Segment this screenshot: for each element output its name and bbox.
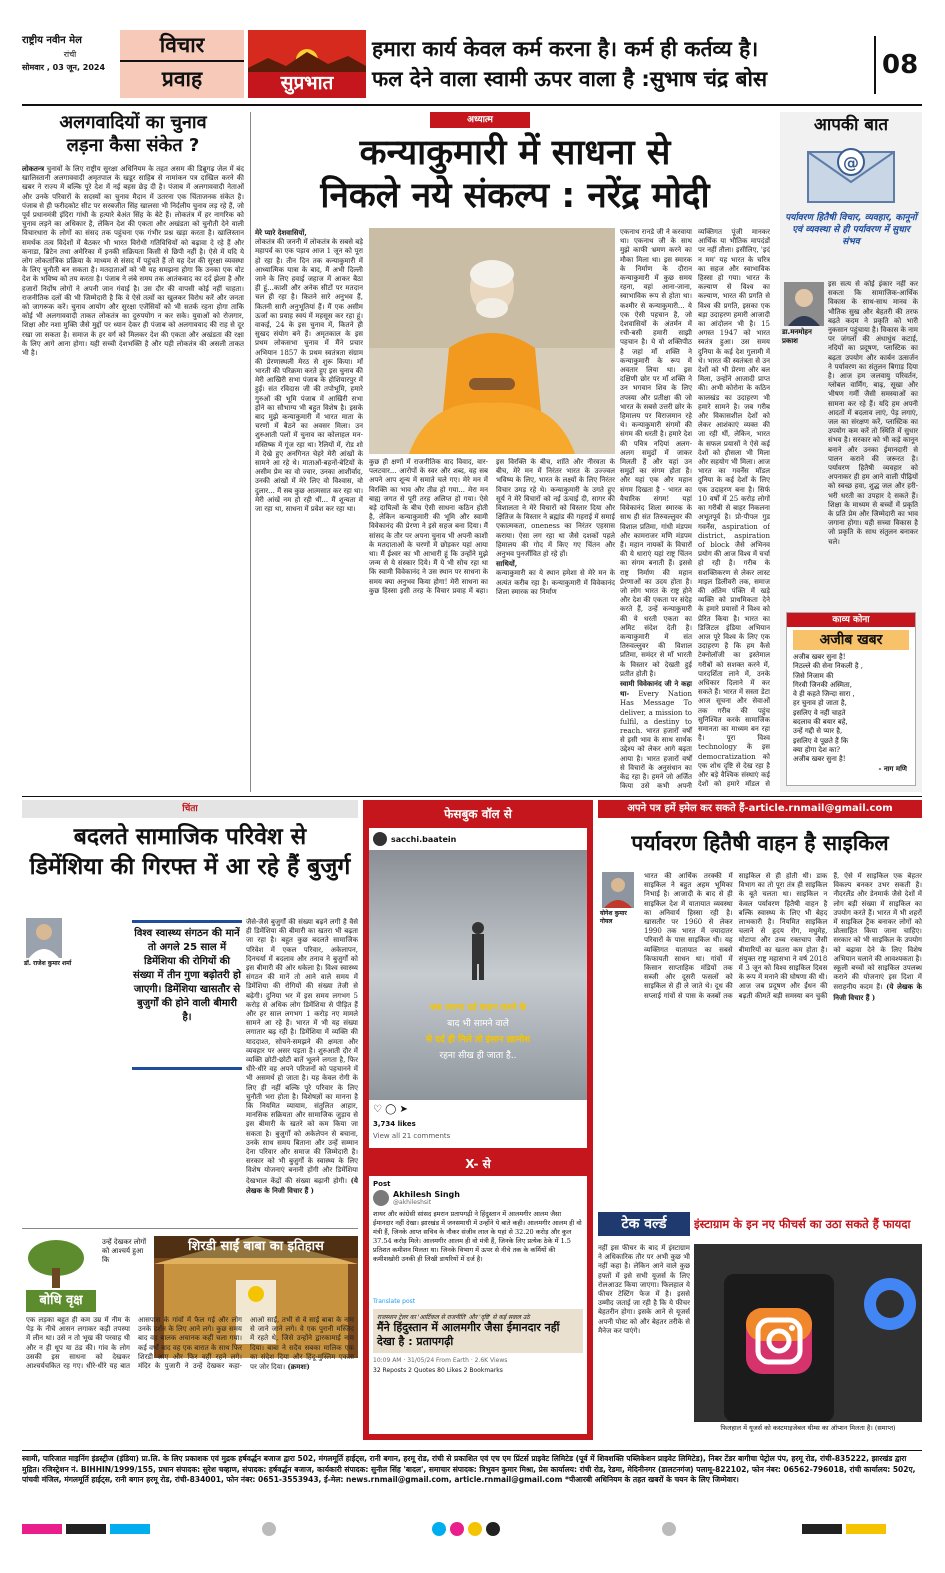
masthead [22,30,922,98]
lonely-person-image [465,920,491,980]
poem-line: वे ही कहते जिन्दा सारा , [793,690,855,699]
email-banner: अपने पत्र हमें इमेल कर सकते हैं-article.rnmail@gmail.com [598,800,922,818]
dementia-body-text: जैसे-जैसे बुजुर्गों की संख्या बढ़ने लगी है वैसे ही डिमेंशिया की बीमारी का खतरा भी बढ़ता जा रहा है। बहुत कुछ बदलते सामाजिक परिवेश में एकल परिवार, अकेलापन, दिनचर्या में बदलाव और तनाव ने बुजुर्गों को इस बीमारी की ओर धकेला है। विश्व स्वास्थ्य संगठन की मानें तो आने वाले समय में डिमेंशिया की रोगियों की संख्या तेजी से बढ़ेगी। दुनिया भर में इस समय लगभग 5 करोड़ से अधिक लोग डिमेंशिया से पीड़ित हैं और हर साल लगभग 1 करोड़ नए मामले सामने आ रहे हैं। भारत में भी यह संख्या लगातार बढ़ रही है। डिमेंशिया में व्यक्ति की याददाश्त, सोचने-समझने की क्षमता और व्यवहार पर असर पड़ता है। शुरुआती दौर में व्यक्ति छोटी-छोटी बातें भूलने लगता है, फिर धीरे-धीरे वह अपने परिजनों को पहचानने में भी असमर्थ हो जाता है। यह केवल रोगी के लिए ही नहीं बल्कि पूरे परिवार के लिए चुनौती भरा होता है। विशेषज्ञों का मानना है कि नियमित व्यायाम, संतुलित आहार, मानसिक सक्रियता और सामाजिक जुड़ाव से इस बीमारी के खतरे को कम किया जा सकता है। बुजुर्गों को अकेलेपन से बचाना, उनके साथ समय बिताना और उन्हें सम्मान देना परिवार और समाज की जिम्मेदारी है। सरकार को भी बुजुर्गों के स्वास्थ्य के लिए विशेष योजनाएं बनानी होंगी और डिमेंशिया देखभाल केंद्रों की संख्या बढ़ानी होगी। (ये लेखक के निजी विचार हैं ) [246,918,358,1195]
techworld-body: नहीं इस फीचर के बाद में इंस्टाग्राम ने अधिकारिक तौर पर अभी कुछ भी नहीं कहा है। लेकिन आने वाले कुछ हफ्तों में इसे सभी यूजर्स के लिए रोलआउट किया जाएगा। फिलहाल ये फीचर टेस्टिंग फेज में है। इससे उम्मीद जताई जा रही है कि ये फीचर बेहतरीन होगा। इसके आने से यूजर्स अपनी पोस्ट को और बेहतर तरीके से मैनेज कर पाएंगे। [598,1244,690,1335]
suprabhat-label: सुप्रभात [280,72,334,94]
post-image [369,850,587,1100]
brand-name: राष्ट्रीय नवीन मेल [22,35,82,46]
main-col3-text: एकनाथ रानडे जी ने करवाया था। एकनाथ जी के साथ मुझे काफी भ्रमण करने का मौका मिला था। इस स्मारक के निर्माण के दौरान कन्याकुमारी में कुछ समय रहना, वहां आना-जाना, स्वाभाविक रूप से होता था। कश्मीर से कन्याकुमारी... ये एक ऐसी पहचान है, जो देशवासियों के अंतर्मन में रची-बसी हमारी साझी पहचान है। ये वो शक्तिपीठ है जहां माँ शक्ति ने कन्याकुमारी के रूप में अवतार लिया था। इस दक्षिणी छोर पर माँ शक्ति ने उन भगवान शिव के लिए तपस्या और प्रतीक्षा की जो भारत के सबसे उत्तरी छोर के हिमालय पर विराजमान रहे थे। कन्याकुमारी संगमों की संगम की धरती है। हमारे देश की पवित्र नदियां अलग-अलग समुद्रों में जाकर मिलती हैं और यहां उन समुद्रों का संगम होता है। और यहां एक और महान संगम दिखता है - भारत का वैचारिक संगम! यहां विवेकानंद शिला स्मारक के साथ ही संत तिरुवल्लुवर की विशाल प्रतिमा, गांधी मंडपम और कामराजर मणि मंडपम हैं। महान नायकों के विचारों की ये धाराएं यहां राष्ट्र चिंतन का संगम बनाती हैं। इससे राष्ट्र निर्माण की महान प्रेरणाओं का उदय होता है। जो लोग भारत के राष्ट्र होने और देश की एकता पर संदेह करते हैं, उन्हें कन्याकुमारी की ये धरती एकता का अमिट संदेश देती है। कन्याकुमारी में संत तिरुवल्लुवर की विशाल प्रतिमा, समंदर से माँ भारती के विस्तार को देखती हुई प्रतीत होती है। स्वामी विवेकानंद जी ने कहा था- Every Nation Has Message To deliver, a mission to fulfil, a destiny to reach. भारत हजारों वर्षों से इसी भाव के साथ सार्थक उद्देश्य को लेकर आगे बढ़ता आया है। भारत हजारों वर्षों से विचारों के अनुसंधान का केंद्र रहा है। हमने जो अर्जित किया उसे कभी अपनी व्यक्तिगत पूंजी मानकर आर्थिक या भौतिक मापदंडों पर नहीं तौला। इसीलिए, 'इदं न मम' यह भारत के चरित्र का सहज और स्वाभाविक हिस्सा हो गया। भारत के कल्याण से विश्व का कल्याण, भारत की प्रगति से विश्व की प्रगति, इसका एक बड़ा उदाहरण हमारी आजादी का आंदोलन भी है। 15 अगस्त 1947 को भारत स्वतंत्र हुआ। उस समय दुनिया के कई देश गुलामी में थे। भारत की स्वतंत्रता से उन देशों को भी प्रेरणा और बल मिला, उन्होंने आजादी प्राप्त की। अभी कोरोना के कठिन कालखंड का उदाहरण भी हमारे सामने है। जब गरीब और विकासशील देशों को लेकर आशंकाएं व्यक्त की जा रही थीं, लेकिन, भारत के सफल प्रयासों ने ऐसे कई देशों को हौसला भी मिला और सहयोग भी मिला। आज भारत का गवर्नेंस मॉडल दुनिया के कई देशों के लिए एक उदाहरण बना है। सिर्फ 10 वर्षों में 25 करोड़ लोगों का गरीबी से बाहर निकलना अभूतपूर्व है। प्रो-पीपल गुड गवर्नेंस, aspiration of district, aspiration of block जैसे अभिनव प्रयोग की आज विश्व में चर्चा हो रही है। गरीब के सशक्तिकरण से लेकर लास्ट माइल डिलीवरी तक, समाज की अंतिम पंक्ति में खड़े व्यक्ति को प्राथमिकता देने के हमारे प्रयासों ने विश्व को प्रेरित किया है। भारत का डिजिटल इंडिया अभियान आज पूरे विश्व के लिए एक उदाहरण है कि हम कैसे टेक्नोलॉजी का इस्तेमाल गरीबों को सशक्त करने में, पारदर्शिता लाने में, उनके अधिकार दिलाने में कर सकते हैं। भारत में सस्ता डेटा आज सूचना और सेवाओं तक गरीब की पहुंच सुनिश्चित करके सामाजिक समानता का माध्यम बन रहा है। पूरा विश्व technology के इस democratization को एक शोध दृष्टि से देख रहा है और बड़े वैश्विक संस्थाएं कई देशों को हमारे मॉडल से [620,228,770,792]
x-banner-image: राजस्थान ट्रेलर का 'आर्टिकल से राजनीति' और 'दृष्टि' से कई सवाल उठे मैंने हिंदुस्तान में आलमगीर जैसा ईमानदार नहीं देखा है : प्रतापगढ़ी [373,1309,583,1353]
poem-line: उन्हें गद्दी से प्यार है, [793,727,843,736]
left-headline-line1: अलगवादियों का चुनाव [59,112,207,133]
poem-box [786,612,916,786]
shirdi-body: एक लड़का बहुत ही कम उम्र में नीम के पेड़ के नीचे आसन लगाकर कड़ी तपस्या में लीन था। उसे न तो भूख की परवाह थी और न ही धूप या ठंड की। गांव के लोग उसकी इस साधना को देखकर आश्चर्यचकित रह गए। धीरे-धीरे यह बात आसपास के गांवों में फैल गई और लोग उनके दर्शन के लिए आने लगे। कुछ समय बाद वह बालक अचानक कहीं चला गया। कई वर्षों बाद वह एक बारात के साथ फिर शिरडी आए और फिर वहीं रहने लगे। मंदिर के पुजारी ने उन्हें देखकर कहा- आओ साईं, तभी से वे साईं बाबा के नाम से जाने जाने लगे। वे एक पुरानी मस्जिद में रहते थे, जिसे उन्होंने द्वारकामाई नाम दिया। बाबा ने सदैव सबका मालिक एक का संदेश दिया और हिंदू-मुस्लिम एकता पर जोर दिया। (क्रमशः) [26,1316,354,1372]
dementia-pullquote: विश्व स्वास्थ्य संगठन की मानें तो अगले 25 साल में डिमेंशिया की रोगियों की संख्या में तीन गुणा बढ़ोतरी हो जाएगी। डिमेंशिया खासतौर से बुजुर्गों की होने वाली बीमारी है। [132,920,242,1070]
imprint: स्वामी, पारिजात माइनिंग इंडस्ट्रीज (इंडिया) प्रा.लि. के लिए प्रकाशक एवं मुद्रक हर्षवर्द्धन बजाज द्वारा 502, मंगलमूर्ति हाईट्स, रानी बगान, हरमू रोड, रांची से प्रकाशित एवं एच एम प्रिंटर्स प्राइवेट लिमिटेड (पूर्व में शिवशक्ति पब्लिकेशन प्राइवेट लिमिटेड), निबर टेंडर बागीचा पेट्रोल पंप, हरमू रोड, रांची-835222, झारखंड द्वारा मुद्रित। रजिस्ट्रेशन नं. BIHHIN/1999/155, प्रधान संपादक: सुरेश चव्हाण, संपादक: हर्षवर्द्धन बजाज, कार्यकारी संपादक: सुनील सिंह 'बादल', समाचार संपादक: त्रिभुवन कुमार मिश्रा, प्रेस कार्यालय: रांची रोड, रेडमा, मेदिनीनगर (डालटनगंज) पलामू-822102, फोन नंबर: 06562-796018, रांची कार्यालय: 502ए, पांचवी मंजिल, मंगलमूर्ति हाईट्स, रानी बगान हरमू रोड, रांची-834001, फोन नंबर: 0651-3553943, ई-मेल: news.rnmail@gmail.com, article.rnmail@gmail.com *पीआरबी अधिनियम के तहत खबरों के चयन के लिए जिम्मेवार। [22,1454,916,1484]
dementia-kicker: चिंता [22,800,358,818]
bodhi-vriksh-tag: बोधि वृक्ष [26,1290,96,1312]
poem-line: हर चुनाव हो जाता है, [793,699,847,708]
share-icon[interactable]: ➤ [399,1104,408,1115]
heart-icon[interactable]: ♡ [373,1104,382,1115]
left-editorial [22,112,244,792]
suprabhat-box [248,30,366,98]
dementia-author-photo [26,918,62,958]
profile-avatar[interactable] [373,832,387,846]
poem-lines [787,653,915,765]
instagram-phone-photo [694,1244,922,1422]
daily-quote: हमारा कार्य केवल कर्म करना है। कर्म ही कर्तव्य है। फल देने वाला स्वामी ऊपर वाला है :सुभाष चंद्र बोस [372,37,768,91]
poem-line: अजीब खबर सुना है! [793,755,846,764]
color-register-strip [22,1520,922,1538]
overlay-quote: जब अपना दर्द बयान करने के बाद भी सामने वाले से दर्द ही मिले तो इंसान ख़ामोश रहना सीख ही जाता है.. [425,1003,531,1061]
view-comments[interactable]: View all 21 comments [373,1132,451,1140]
account-name[interactable]: sacchi.baatein [391,834,457,844]
techworld-caption: फिलहाल में यूजर्स को कस्टमाइजेबल थीम्स का ऑप्शन मिलता है। (समाप्त) [720,1424,896,1432]
main-kicker: अध्यात्म [430,112,530,128]
aapki-baat-author: डा.मनमोहन प्रकाश [782,328,812,345]
x-post-text: शायर और कांग्रेसी सांसद इमरान प्रतापगढ़ी ने हिंदुस्तान में आलमगीर आलम जैसा ईमानदार नहीं देखा। झारखंड में जनसमाधी में उन्होंने ये बाते कही। आलमगीर आलम ही वो मंत्री हैं, जिनके आप्त सचिव के नौकर संजीव लाल के यहां से 32.20 करोड़ और कुल 37.54 करोड़ मिले। आलमगीर आलम ही वो मंत्री हैं, जिनके लिए प्रत्येक ठेके में 1.5 प्रतिशत कमीशन मिलता था। जिनके विभाग में ऊपर से नीचे तक के कर्मियों की कमीशखोरी उनकी ही लिखी डायरियों में दर्ज है। [373,1210,582,1263]
techworld-tag: टेक वर्ल्ड [598,1212,690,1236]
likes-count: 3,734 likes [373,1120,416,1128]
modi-meditation-photo [369,228,615,454]
shirdi-title: शिरडी साईं बाबा का इतिहास [154,1236,358,1258]
aapki-baat-body: इस सत्य से कोई इंकार नहीं कर सकता कि सामाजिक-आर्थिक विकास के साथ-साथ मानव के भौतिक सुख और बेहतरी की तरफ बढ़ते कदम ने प्रकृति को भारी नुकसान पहुंचाया है। विकास के नाम पर जंगलों की अंधाधुंध कटाई, नदियों का प्रदूषण, प्लास्टिक का बढ़ता उपयोग और कार्बन उत्सर्जन ने पर्यावरण का संतुलन बिगाड़ दिया है। आज हम जलवायु परिवर्तन, ग्लोबल वार्मिंग, बाढ़, सूखा और भीषण गर्मी जैसी समस्याओं का सामना कर रहे हैं। यदि हम अपनी आदतों में बदलाव लाएं, पेड़ लगाएं, जल का संरक्षण करें, प्लास्टिक का उपयोग कम करें तो स्थिति में सुधार संभव है। सरकार को भी कड़े कानून बनाने और उनका ईमानदारी से पालन कराने की जरूरत है। पर्यावरण हितैषी व्यवहार को अपनाकर ही हम आने वाली पीढ़ियों को स्वच्छ हवा, शुद्ध जल और हरी-भरी धरती का उपहार दे सकते हैं। शिक्षा के माध्यम से बच्चों में प्रकृति के प्रति प्रेम और जिम्मेदारी का भाव जगाना होगा। यही सच्चा विकास है जो प्रकृति के साथ संतुलन बनाकर चले। [828,280,918,546]
section-bottom-label: प्रवाह [161,67,203,91]
svg-text:@: @ [843,153,859,172]
post-actions [373,1104,408,1115]
author-photo [784,282,824,326]
section-top-label: विचार [120,30,244,62]
shirdi-intro: उन्हें देखकर लोगों को आश्चर्य हुआ कि [102,1238,147,1265]
shirdi-section [22,1228,358,1450]
left-body: चुनावों के लिए राष्ट्रीय सुरक्षा अधिनियम के तहत असम की डिब्रूगढ़ जेल में बंद खालिस्तानी अलगाववादी अमृतपाल के खडूर साहिब से नामांकन पत्र दाखिल करने की खबर ने राज्य में बल्कि पूरे देश में नई बहस छेड़ दी है। पंजाब में अलगाववादी नेताओं और उनके परिवारों के सदस्यों का चुनाव मैदान में उतरना एक चिंताजनक संकेत है। पंजाब से ही फरीदकोट सीट पर सरबजीत सिंह खालसा भी निर्दलीय चुनाव लड़ रहे हैं, जो पूर्व प्रधानमंत्री इंदिरा गांधी के हत्यारे बेअंत सिंह के बेटे हैं। लोकतंत्र में हर नागरिक को चुनाव लड़ने का अधिकार है, लेकिन देश की एकता और अखंडता को चुनौती देने वाली विचारधारा के लोगों का संसद तक पहुंचना एक गंभीर प्रश्न खड़ा करता है। खालिस्तान समर्थक तत्व विदेशों में बैठकर भी भारत विरोधी गतिविधियों को बढ़ावा दे रहे हैं और कनाडा, ब्रिटेन तथा अमेरिका में इनकी सक्रियता किसी से छिपी नहीं है। ऐसे में यदि ये लोग लोकतांत्रिक प्रक्रिया के माध्यम से संसद में पहुंचते हैं तो यह देश की सुरक्षा व्यवस्था के लिए चुनौती बन सकता है। मतदाताओं को भी यह समझना होगा कि उनका एक वोट देश के भविष्य को तय करता है। पंजाब ने लंबे समय तक आतंकवाद का दर्द झेला है और हजारों निर्दोष लोगों ने अपनी जान गंवाई है। उस दौर की वापसी कोई नहीं चाहता। राजनीतिक दलों की भी जिम्मेदारी है कि वे ऐसे तत्वों का खुलकर विरोध करें और जनता को जागरूक करें। चुनाव आयोग और सुरक्षा एजेंसियों को भी सतर्क रहना होगा ताकि कोई भी अलगाववादी ताकत लोकतंत्र का दुरुपयोग न कर सके। युवाओं को रोजगार, शिक्षा और नशा मुक्ति जैसे मुद्दों पर ध्यान देकर ही पंजाब को अलगाववाद की राह से दूर रखा जा सकता है। समाज के हर वर्ग को मिलकर देश की एकता और अखंडता की रक्षा के लिए आगे आना होगा। यही सच्ची देशभक्ति है और यही लोकतंत्र की असली ताकत भी है। [22,165,244,358]
poem-line: अजीब खबर सुना है! [793,653,846,661]
poem-line: जिसे निजाम की [793,671,834,680]
date: सोमवार , 03 जून, 2024 [22,63,106,72]
aapki-baat-title: आपकी बात [813,115,889,135]
poem-line: इसलिए वे पूछते हैं कि [793,736,849,745]
cycle-author: योगेश कुमार गोयल [600,910,627,925]
poem-line: निठल्ले की सेना निकली है , [793,662,863,671]
dementia-headline-line1: बदलते सामाजिक परिवेश से [73,824,307,850]
poem-section-label: काव्य कोना [787,613,915,627]
poem-line: गिरवी जिनकी अस्मिता, [793,680,852,689]
x-author-handle[interactable]: @akhileshsit [393,1199,432,1206]
poem-poet: - नाग मणि [878,764,907,773]
main-headline: कन्याकुमारी में साधना से निकले नये संकल्प : नरेंद्र मोदी [320,133,710,216]
cycle-headline: पर्यावरण हितैषी वाहन है साइकिल [631,831,889,855]
poem-line: क्या होगा देश का? [793,745,840,754]
facebook-title: फेसबुक वॉल से [444,807,512,821]
city: रांची [63,50,77,59]
aapki-baat-tagline: पर्यावरण हितैषी विचार, व्यवहार, कानूनों एवं व्यवस्था से ही पर्यावरण में सुधार संभव [785,213,917,247]
left-headline-line2: लड़ना कैसा संकेत ? [66,135,200,156]
email-envelope-icon [806,138,896,204]
sunrise-icon [248,30,366,72]
x-avatar[interactable] [373,1190,389,1206]
meditation-figure-image [369,228,615,454]
main-col2-text: कुछ ही क्षणों में राजनीतिक वाद विवाद, वार-पलटवार... आरोपों के स्वर और शब्द, वह सब अपने आप शून्य में समाते चले गए। मेरे मन में विरक्ति का भाव और तीव्र हो गया... मेरा मन बाह्य जगत से पूरी तरह अलिप्त हो गया। ऐसे बड़े दायित्वों के बीच ऐसी साधना कठिन होती है, लेकिन कन्याकुमारी की भूमि और स्वामी विवेकानंद की प्रेरणा ने इसे सहज बना दिया। मैं सांसद के तौर पर अपना चुनाव भी अपनी काशी के मतदाताओं के चरणों में छोड़कर यहां आया था। मैं ईश्वर का भी आभारी हूं कि उन्होंने मुझे जन्म से ये संस्कार दिये। मैं ये भी सोच रहा था कि स्वामी विवेकानंद ने उस स्थान पर साधना के समय क्या अनुभव किया होगा! मेरी साधना का कुछ हिस्सा इसी तरह के विचार प्रवाह में बहा। इस विरक्ति के बीच, शांति और नीरवता के बीच, मेरे मन में निरंतर भारत के उज्ज्वल भविष्य के लिए, भारत के लक्ष्यों के लिए निरंतर विचार उमड़ रहे थे। कन्याकुमारी के उगते हुए सूर्य ने मेरे विचारों को नई ऊंचाई दी, सागर की विशालता ने मेरे विचारों को विस्तार दिया और क्षितिज के विस्तार ने ब्रह्मांड की गहराई में समाई एकात्मकता, oneness का निरंतर एहसास कराया। ऐसा लग रहा था जैसे दशकों पहले हिमालय की गोद में किए गए चिंतन और अनुभव पुनर्जीवित हो रहे हों। साथियों, कन्याकुमारी का ये स्थान हमेशा से मेरे मन के अत्यंत करीब रहा है। कन्याकुमारी में विवेकानंद शिला स्मारक का निर्माण [369,458,615,596]
bodhi-tree-icon [26,1238,86,1288]
social-section [363,800,593,1440]
x-post-card: Post Akhilesh Singh @akhileshsit शायर और कांग्रेसी सांसद इमरान प्रतापगढ़ी ने हिंदुस्तान में आलमगीर आलम जैसा ईमानदार नहीं देखा। झारखंड में जनसमाधी में उन्होंने ये बाते कही। आलमगीर आलम ही वो मंत्री हैं, जिनके आप्त सचिव के नौकर संजीव लाल के यहां से 32.20 करोड़ और कुल 37.54 करोड़ मिले। आलमगीर आलम ही वो मंत्री हैं, जिनके लिए प्रत्येक ठेके में 1.5 प्रतिशत कमीशन मिलता था। जिनके विभाग में ऊपर से नीचे तक के कर्मियों की कमीशखोरी उनकी ही लिखी डायरियों में दर्ज है। Translate post राजस्थान ट्रेलर का 'आर्टिकल से राजनीति' और 'दृष्टि' से कई सवाल उठे मैंने हिंदुस्तान में आलमगीर जैसा ईमानदार नहीं देखा है : प्रतापगढ़ी 10:09 AM · 31/05/24 From Earth · 2.6K Views 32 Reposts 2 Quotes 80 Likes 2 Bookmarks [369,1176,587,1434]
dementia-headline-line2: डिमेंशिया की गिरफ्त में आ रहे हैं बुजुर्ग [29,854,351,880]
translate-link[interactable]: Translate post [373,1298,416,1305]
section-box [120,30,244,98]
poem-line: बदलाव की बयार बहे, [793,718,848,727]
comment-icon[interactable]: ◯ [385,1104,397,1115]
x-title: X- से [465,1157,491,1171]
poem-title: अजीब खबर [793,630,909,650]
techworld-headline: इंस्टाग्राम के इन नए फीचर्स का उठा सकते हैं फायदा [694,1217,911,1231]
main-col4-text: लेकर आगे बढ़ता आया है। भारत हजारों वर्षों से विचारों के अनुसंधान का केंद्र रहा है। हमने जो अर्जित किया उसे कभी अपनी व्यक्तिगत पूंजी मानकर आर्थिक या भौतिक मापदंडों पर नहीं तौला। इसीलिए, 'इदं न मम' यह भारत के चरित्र का सहज और स्वाभाविक हिस्सा हो गया। भारत के कल्याण से विश्व का कल्याण, भारत की प्रगति से विश्व की प्रगति, इसका एक बड़ा उदाहरण हमारी आजादी का आंदोलन भी है। 15 अगस्त 1947 को भारत स्वतंत्र हुआ। उस समय दुनिया के कई देश गुलामी में थे। भारत की स्वतंत्रता से उन देशों को भी प्रेरणा और बल मिला, उन्होंने आजादी प्राप्त की। अभी कोरोना के कठिन कालखंड का उदाहरण भी हमारे सामने है। जब गरीब और विकासशील देशों को लेकर आशंकाएं व्यक्त की जा रही थीं, लेकिन, भारत के सफल प्रयासों ने ऐसे कई देशों को हौसला भी मिला और सहयोग भी मिला। आज भारत का गवर्नेंस मॉडल दुनिया के कई देशों के लिए एक उदाहरण बना है। सिर्फ 10 वर्षों में 25 करोड़ लोगों का गरीबी से बाहर निकलना अभूतपूर्व है। प्रो-पीपल गुड गवर्नेंस, aspiration of district, aspiration of block जैसे अभिनव प्रयोग की आज विश्व में चर्चा हो रही है। गरीब के सशक्तिकरण से लेकर लास्ट माइल डिलीवरी तक, समाज की अंतिम पंक्ति में खड़े व्यक्ति को प्राथमिकता देने के हमारे प्रयासों ने विश्व को प्रेरित किया है। भारत का डिजिटल इंडिया अभियान आज पूरे विश्व के लिए एक उदाहरण है कि हम कैसे टेक्नोलॉजी का इस्तेमाल गरीबों को सशक्त करने में, पारदर्शिता लाने में, उनके अधिकार दिलाने में कर सकते हैं। भारत में सस्ता डेटा आज सूचना और सेवाओं तक गरीब की पहुंच सुनिश्चित करके सामाजिक समानता का माध्यम बन रहा है। पूरा विश्व technology के इस democratization को एक शोध दृष्टि से देख रहा है और बड़े वैश्विक संस्थाएं कई देशों को हमारे मॉडल से [620,228,770,791]
main-col1: मेरे प्यारे देशवासियों, लोकतंत्र की जननी में लोकतंत्र के सबसे बड़े महापर्व का एक पड़ाव आज 1 जून को पूरा हो रहा है। तीन दिन तक कन्याकुमारी में आध्यात्मिक यात्रा के बाद, मैं अभी दिल्ली जाने के लिए हवाई जहाज में आकर बैठा ही हूं...काशी और अनेक सीटों पर मतदान चल ही रहा है। कितने सारे अनुभव हैं, कितनी सारी अनुभूतियां हैं। मैं एक असीम ऊर्जा का प्रवाह स्वयं में महसूस कर रहा हूं। वाकई, 24 के इस चुनाव में, कितने ही सुखद संयोग बने हैं। अमृतकाल के इस प्रथम लोकसभा चुनाव में मैंने प्रचार अभियान 1857 के प्रथम स्वतंत्रता संग्राम की प्रेरणास्थली मेरठ से शुरू किया। माँ भारती की परिक्रमा करते हुए इस चुनाव की मेरी आखिरी सभा पंजाब के होशियारपुर में हुई। संत रविदास जी की तपोभूमि, हमारे गुरुओं की भूमि पंजाब में आखिरी सभा होने का सौभाग्य भी बहुत विशेष है। इसके बाद मुझे कन्याकुमारी में भारत माता के चरणों में बैठने का अवसर मिला। उन शुरुआती पलों में चुनाव का कोलाहल मन-मस्तिष्क में गूंज रहा था। रैलियों में, रोड शो में देखे हुए अनगिनत चेहरे मेरी आंखों के सामने आ रहे थे। माताओं-बहनों-बेटियों के असीम प्रेम का वो ज्वार, उनका आशीर्वाद, उनकी आंखों में मेरे लिए वो विश्वास, वो दुलार... मैं सब कुछ आत्मसात कर रहा था। मेरी आंखें नम हो रही थीं... मैं शून्यता में जा रहा था, साधना में प्रवेश कर रहा था। [255,228,363,514]
page-number: 08 [882,50,919,80]
instagram-post [369,828,587,1148]
x-meta: 10:09 AM · 31/05/24 From Earth · 2.6K Views [373,1357,508,1364]
x-stats: 32 Reposts 2 Quotes 80 Likes 2 Bookmarks [373,1367,503,1374]
left-lead: लोकतन्त्र [22,164,45,173]
cycle-body: भारत की आर्थिक तरक्की में साइकिल ने बहुत अहम भूमिका निभाई है। आजादी के बाद से ही साइकिल देश में यातायात व्यवस्था का अनिवार्य हिस्सा रही है। खासतौर पर 1960 से लेकर 1990 तक भारत में ज्यादातर परिवारों के पास साइकिल थी। यह व्यक्तिगत यातायात का सबसे किफायती साधन था। गांवों में किसान साप्ताहिक मंडियों तक सब्जी और दूसरी फसलों को साइकिल से ही ले जाते थे। दूध की सप्लाई गांवों से पास के कस्बों तक साइकिल से ही होती थी। डाक विभाग का तो पूरा तंत्र ही साइकिल के बूते चलता था। साइकिल न केवल पर्यावरण हितैषी वाहन है बल्कि स्वास्थ्य के लिए भी बेहद लाभकारी है। नियमित साइकिल चलाने से हृदय रोग, मधुमेह, मोटापा और उच्च रक्तचाप जैसी बीमारियों का खतरा कम होता है। संयुक्त राष्ट्र महासभा ने वर्ष 2018 में 3 जून को विश्व साइकिल दिवस के रूप में मनाने की घोषणा की थी। आज जब प्रदूषण और ईंधन की बढ़ती कीमतें बड़ी समस्या बन चुकी हैं, ऐसे में साइकिल एक बेहतर विकल्प बनकर उभर सकती है। नीदरलैंड और डेनमार्क जैसे देशों में लोग बड़ी संख्या में साइकिल का उपयोग करते हैं। भारत में भी शहरों में साइकिल ट्रैक बनाकर लोगों को प्रोत्साहित किया जाना चाहिए। सरकार को भी साइकिल के उपयोग को बढ़ावा देने के लिए विशेष अभियान चलाने की आवश्यकता है। स्कूली बच्चों को साइकिल उपलब्ध कराने की योजनाएं इस दिशा में सराहनीय कदम हैं। (ये लेखक के निजी विचार हैं ) [644,872,922,1002]
cycle-author-photo [602,872,634,908]
dementia-author: डॉ. राजेश कुमार शर्मा [24,960,72,967]
poem-line: इसलिए वे नहीं चाहते [793,708,846,717]
x-author-name[interactable]: Akhilesh Singh [393,1190,460,1199]
